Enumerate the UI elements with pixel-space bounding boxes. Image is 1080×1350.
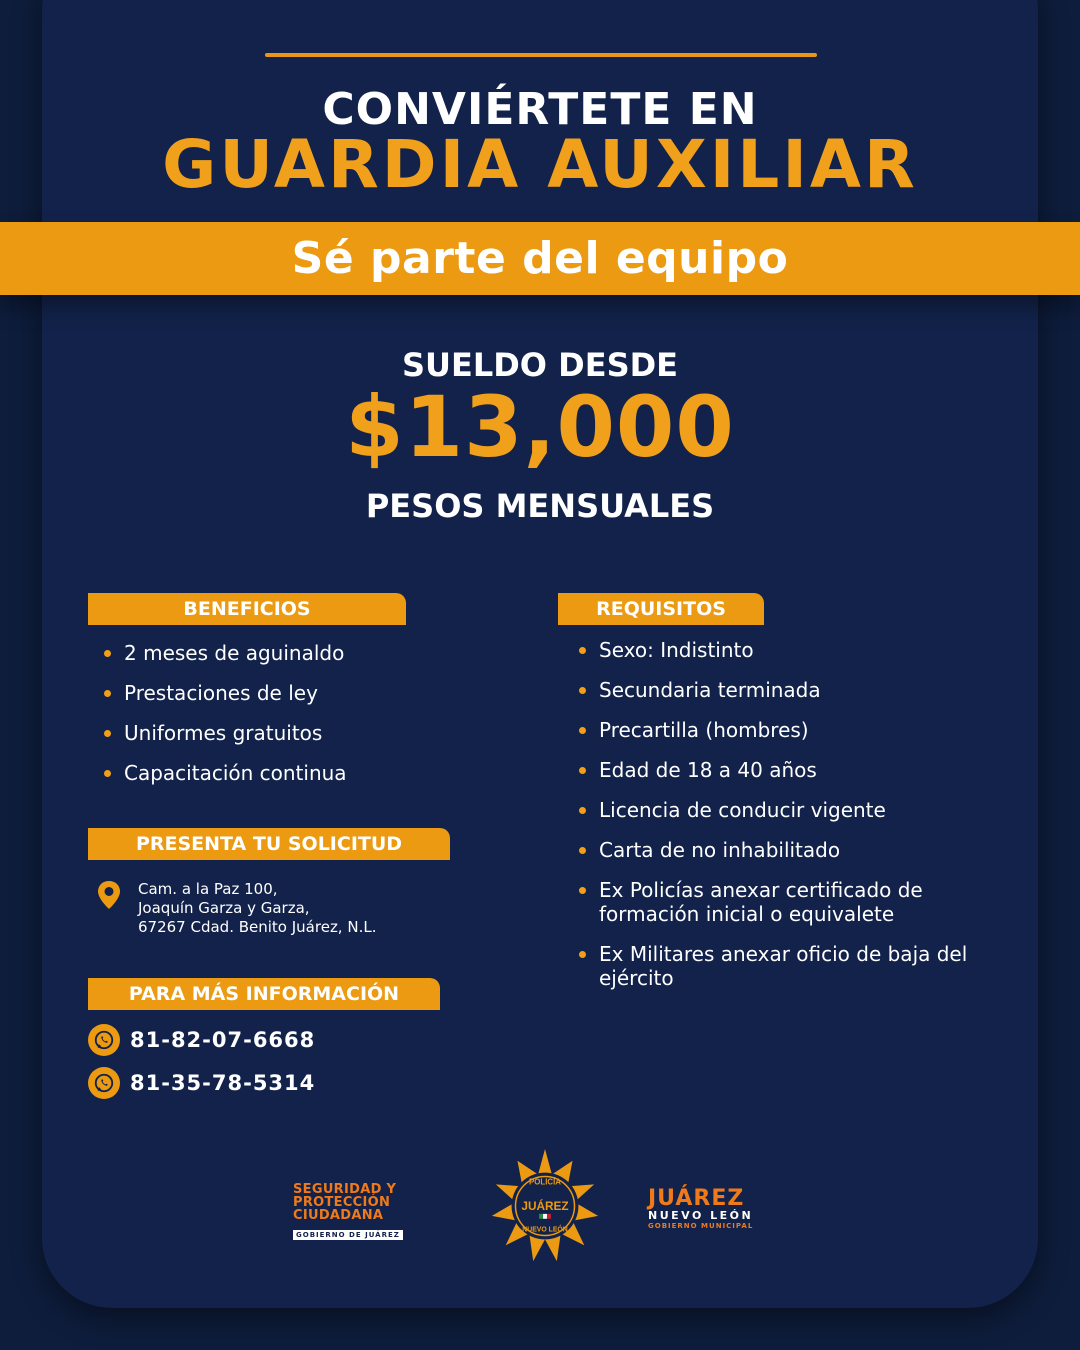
apply-label — [88, 828, 450, 860]
svg-text:NUEVO LEÓN: NUEVO LEÓN — [522, 1226, 568, 1234]
bullet-icon — [579, 847, 586, 854]
bullet-icon — [579, 687, 586, 694]
info-title: PARA MÁS INFORMACIÓN — [128, 983, 400, 1005]
svg-text:POLICÍA: POLICÍA — [529, 1177, 561, 1187]
bullet-icon — [579, 727, 586, 734]
apply-title: PRESENTA TU SOLICITUD — [135, 833, 403, 855]
tagline-band — [0, 222, 1080, 295]
whatsapp-icon — [88, 1067, 120, 1099]
requirements-list — [575, 638, 995, 990]
benefits-list — [100, 641, 347, 785]
list-item: Carta de no inhabilitado — [575, 838, 995, 862]
list-item: Licencia de conducir vigente — [575, 798, 995, 822]
phone-row[interactable] — [88, 1067, 315, 1099]
list-item: Precartilla (hombres) — [575, 718, 995, 742]
address-line: Joaquín Garza y Garza, — [138, 899, 310, 917]
bullet-icon — [104, 730, 111, 737]
police-badge-icon — [486, 1147, 604, 1265]
whatsapp-icon — [88, 1024, 120, 1056]
address — [138, 880, 376, 937]
info-label — [88, 978, 440, 1010]
list-item: Secundaria terminada — [575, 678, 995, 702]
headline-line2: GUARDIA AUXILIAR — [162, 126, 918, 203]
salary-intro: SUELDO DESDE — [401, 346, 679, 384]
address-line: Cam. a la Paz 100, — [138, 880, 278, 898]
list-item: Prestaciones de ley — [100, 681, 347, 705]
list-item: Sexo: Indistinto — [575, 638, 995, 662]
list-item: Ex Policías anexar certificado de formación inicial o equivalete — [575, 878, 995, 926]
list-item: Uniformes gratuitos — [100, 721, 347, 745]
bullet-icon — [579, 647, 586, 654]
list-item: Ex Militares anexar oficio de baja del ejército — [575, 942, 995, 990]
tagline: Sé parte del equipo — [291, 233, 789, 284]
address-line: 67267 Cdad. Benito Juárez, N.L. — [138, 918, 377, 936]
salary-amount: $13,000 — [345, 378, 735, 476]
seguridad-logo: SEGURIDAD Y PROTECCIÓN CIUDADANA GOBIERNO DE JUÁREZ — [293, 1183, 418, 1241]
list-item: 2 meses de aguinaldo — [100, 641, 347, 665]
bullet-icon — [579, 951, 586, 958]
location-pin-icon — [93, 879, 125, 911]
requirements-label — [558, 593, 764, 625]
bullet-icon — [579, 767, 586, 774]
benefits-title: BENEFICIOS — [183, 598, 311, 620]
benefits-label — [88, 593, 406, 625]
bullet-icon — [104, 690, 111, 697]
list-item: Edad de 18 a 40 años — [575, 758, 995, 782]
juarez-logo: JUÁREZ NUEVO LEÓN GOBIERNO MUNICIPAL — [648, 1186, 754, 1230]
list-item: Capacitación continua — [100, 761, 347, 785]
phone-number[interactable]: 81-35-78-5314 — [130, 1071, 316, 1095]
headline-line1: CONVIÉRTETE EN — [322, 84, 758, 135]
phone-number[interactable]: 81-82-07-6668 — [130, 1028, 316, 1052]
bullet-icon — [579, 807, 586, 814]
svg-text:JUÁREZ: JUÁREZ — [521, 1198, 569, 1213]
phone-row[interactable] — [88, 1024, 315, 1056]
bullet-icon — [579, 887, 586, 894]
bullet-icon — [104, 770, 111, 777]
salary-unit: PESOS MENSUALES — [365, 487, 715, 525]
bullet-icon — [104, 650, 111, 657]
top-divider — [265, 53, 817, 57]
requirements-title: REQUISITOS — [596, 598, 726, 620]
